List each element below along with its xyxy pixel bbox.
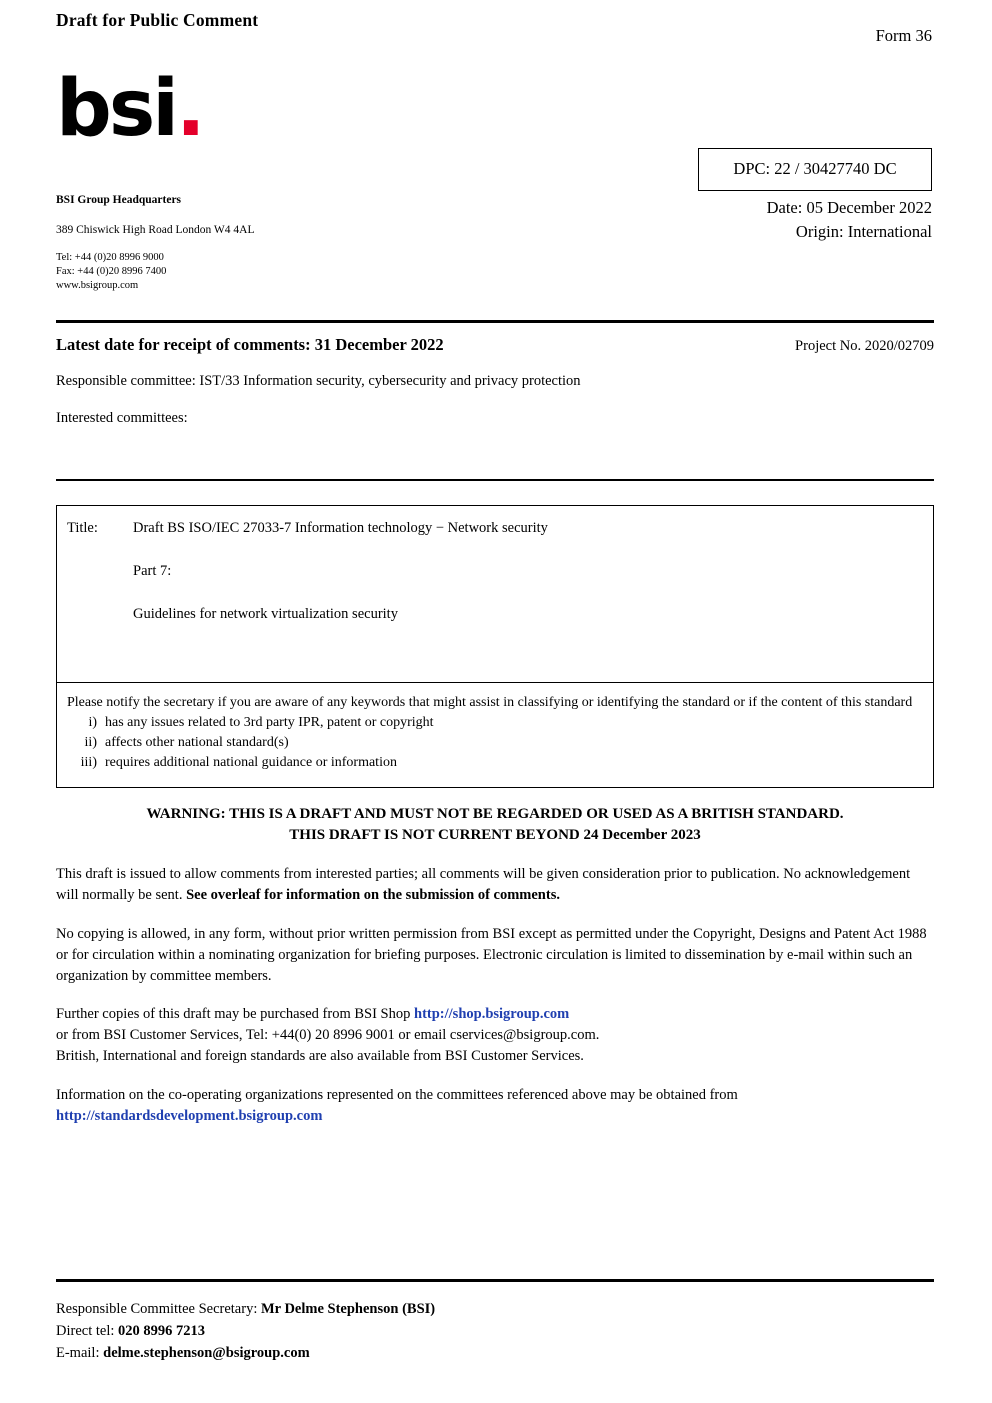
title-box-upper: [57, 506, 933, 682]
notify-item-text: requires additional national guidance or information: [105, 754, 397, 770]
notify-item-number: ii): [84, 734, 97, 750]
footer-secretary: [56, 1298, 435, 1320]
latest-date-row: [56, 323, 934, 355]
bsi-street: 389 Chiswick High Road London W4 4AL: [56, 223, 255, 236]
title-grid: [67, 520, 923, 649]
bsi-hq-label: BSI Group Headquarters: [56, 194, 182, 206]
draft-warning-prefix: THIS DRAFT IS NOT CURRENT BEYOND: [289, 826, 584, 843]
draft-expiry-date: 24 December 2023: [583, 826, 701, 843]
bsi-logo-text: bsi: [56, 64, 176, 154]
dpc-number-box: DPC: 22 / 30427740 DC: [698, 148, 932, 191]
notify-item-text: has any issues related to 3rd party IPR, patent or copyright: [105, 714, 434, 730]
standards-development-link[interactable]: http://standardsdevelopment.bsigroup.com: [56, 1107, 323, 1124]
draft-warning-line-2: [56, 825, 934, 846]
footer-secretary-name: Mr Delme Stephenson (BSI): [260, 1301, 436, 1317]
notify-item-number: iii): [80, 754, 97, 770]
paragraph-copies: [56, 986, 934, 1067]
project-number: Project No. 2020/02709: [795, 338, 934, 354]
draft-warning-line-1: WARNING: THIS IS A DRAFT AND MUST NOT BE REGARDED OR USED AS A BRITISH STANDARD.: [146, 805, 844, 822]
notify-secretary-text: Please notify the secretary if you are aware of any keywords that might assist in classifying or identifying the standard or if the content of this standard: [67, 695, 913, 710]
footer-secretary-label: Responsible Committee Secretary:: [56, 1301, 261, 1317]
notify-item-number: i): [88, 714, 97, 730]
responsible-committee: Responsible committee: IST/33 Information security, cybersecurity and privacy protection: [56, 373, 581, 389]
footer-email: [56, 1342, 435, 1364]
bsi-tel: Tel: +44 (0)20 8996 9000: [56, 252, 164, 264]
title-box: [56, 505, 934, 788]
copies-text: Further copies of this draft may be purchased from BSI Shop: [56, 1006, 414, 1023]
document-header-row: [56, 0, 934, 46]
spacer-1: [56, 427, 934, 479]
list-item: [67, 713, 923, 733]
date-origin-block: [767, 196, 932, 244]
paragraph-comments: [56, 846, 934, 906]
paragraph-cooperating-orgs: [56, 1067, 934, 1127]
copies-line-3: British, International and foreign standards are also available from BSI Customer Services.: [56, 1048, 584, 1065]
footer-email-value: delme.stephenson@bsigroup.com: [103, 1345, 310, 1362]
paragraph-copyright: No copying is allowed, in any form, without prior written permission from BSI except as permitted under the Copyright, Designs and Patent Act 1988 or for circulation within a nominating organization for briefing purposes. Electronic circulation is limited to dissemination by e-mail within such an organization by committee members.: [56, 925, 927, 984]
title-label: Title:: [67, 520, 98, 536]
list-item: [67, 733, 923, 753]
cooperating-orgs-text: Information on the co-operating organizations represented on the committees referenced above may be obtained from: [56, 1087, 738, 1104]
footer-tel-value: 020 8996 7213: [118, 1323, 206, 1340]
copies-line-2: or from BSI Customer Services, Tel: +44(0) 20 8996 9001 or email cservices@bsigroup.com.: [56, 1027, 600, 1044]
page-content: [56, 0, 934, 1403]
interested-committees: Interested committees:: [56, 410, 188, 426]
divider-footer: [56, 1279, 934, 1282]
document-origin: Origin: International: [795, 221, 932, 241]
form-number: Form 36: [875, 26, 932, 45]
standard-title-line-3: Guidelines for network virtualization security: [133, 606, 398, 622]
latest-comment-date: Latest date for receipt of comments: 31 December 2022: [56, 335, 444, 354]
paragraph-comments-text: This draft is issued to allow comments from interested parties; all comments will be given consideration prior to publication. No acknowledgement will normally be sent.: [56, 866, 911, 903]
standard-title-line-2: Part 7:: [133, 563, 172, 579]
notify-items-list: [67, 713, 923, 773]
footer-tel: [56, 1320, 435, 1342]
notify-item-text: affects other national standard(s): [105, 734, 289, 750]
bsi-website: www.bsigroup.com: [56, 280, 139, 292]
title-lines: [133, 520, 548, 649]
document-date: Date: 05 December 2022: [766, 198, 932, 217]
draft-warning: [56, 788, 934, 847]
footer-contact: [56, 1298, 435, 1364]
list-item: [67, 753, 923, 773]
footer-tel-label: Direct tel:: [56, 1323, 119, 1340]
bsi-logo-dot: .: [176, 64, 203, 154]
bsi-contact: [56, 251, 254, 293]
page-title: Draft for Public Comment: [56, 10, 259, 30]
bsi-logo: [56, 64, 934, 154]
copies-line-1: [56, 1004, 934, 1025]
footer-email-label: E-mail:: [56, 1345, 104, 1362]
spacer-2: [56, 481, 934, 505]
logo-block: [56, 64, 934, 188]
bsi-fax: Fax: +44 (0)20 8996 7400: [56, 266, 167, 278]
bsi-shop-link[interactable]: http://shop.bsigroup.com: [414, 1006, 570, 1023]
title-box-lower: [57, 683, 933, 787]
overleaf-note: See overleaf for information on the submission of comments.: [186, 886, 560, 903]
address-date-block: [56, 188, 934, 320]
standard-title-line-1: Draft BS ISO/IEC 27033-7 Information technology − Network security: [133, 520, 548, 536]
bsi-address: [56, 192, 254, 294]
